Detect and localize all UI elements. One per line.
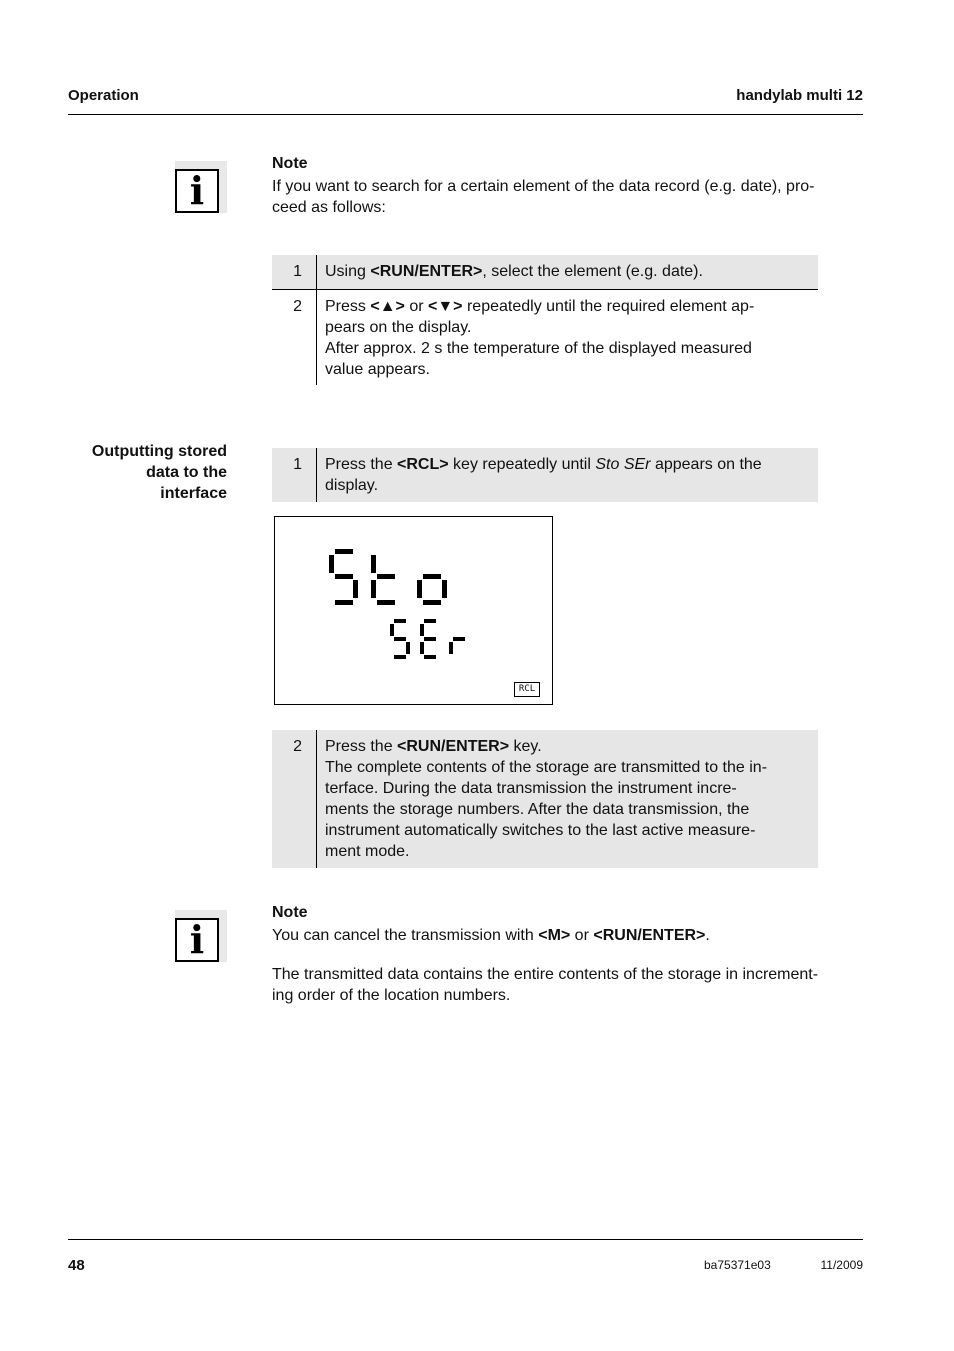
step-divider: [316, 290, 317, 385]
text: key.: [509, 738, 542, 755]
text: , select the element (e.g. date).: [482, 263, 703, 280]
note-text-line: If you want to search for a certain element of the data record (e.g. date), pro-: [272, 178, 815, 195]
step-text: [325, 296, 810, 380]
step-line: [325, 736, 810, 757]
page-number: 48: [68, 1257, 85, 1274]
header-rule: [68, 114, 863, 115]
running-header-section: Operation: [68, 87, 139, 104]
key-name: <M>: [538, 927, 571, 944]
note-info-box: [175, 910, 227, 962]
note-text: [272, 176, 864, 218]
key-name: <RUN/ENTER>: [593, 927, 706, 944]
step-line: [325, 296, 810, 317]
text: Press the: [325, 738, 398, 755]
lcd-segments: [275, 517, 552, 704]
lcd-sub-text: [390, 619, 465, 659]
text: key repeatedly until: [448, 456, 596, 473]
step-line: terface. During the data transmission the instrument incre-: [325, 780, 737, 797]
step-line: ment mode.: [325, 843, 410, 860]
note-text-line: ceed as follows:: [272, 199, 386, 216]
step-number: 1: [293, 456, 302, 473]
rcl-indicator: RCL: [514, 682, 540, 697]
display-text-ref: Sto SEr: [595, 456, 651, 473]
step-number: 2: [293, 738, 302, 755]
step-divider: [316, 448, 317, 502]
section-label-line: Outputting stored: [91, 443, 227, 460]
step-divider: [316, 730, 317, 868]
step-row: [272, 448, 818, 502]
document-number: ba75371e03: [704, 1258, 771, 1272]
step-row: [272, 255, 818, 289]
step-text: [325, 454, 810, 496]
text: Press the: [325, 456, 398, 473]
info-icon: i: [189, 168, 205, 213]
step-number: 2: [293, 298, 302, 315]
text: repeatedly until the required element ap-: [462, 298, 755, 315]
note-title: Note: [272, 904, 308, 921]
running-header-product: handylab multi 12: [736, 87, 863, 104]
key-name: <▼>: [428, 298, 463, 315]
step-line: value appears.: [325, 361, 430, 378]
lcd-main-text: [329, 549, 447, 605]
key-name: <RCL>: [397, 456, 449, 473]
text: You can cancel the transmission with: [272, 927, 539, 944]
step-line: ments the storage numbers. After the data transmission, the: [325, 801, 750, 818]
note-text-line: The transmitted data contains the entire contents of the storage in increment-: [272, 966, 819, 983]
step-line: After approx. 2 s the temperature of the displayed measured: [325, 340, 752, 357]
note-text-line: [272, 925, 864, 946]
step-number: 1: [293, 263, 302, 280]
section-label: [60, 441, 227, 504]
note-info-box: [175, 161, 227, 213]
step-line: display.: [325, 477, 379, 494]
step-line: pears on the display.: [325, 319, 472, 336]
text: appears on the: [650, 456, 762, 473]
step-line: The complete contents of the storage are transmitted to the in-: [325, 759, 768, 776]
key-name: <▲>: [370, 298, 405, 315]
text: or: [570, 927, 594, 944]
step-line: instrument automatically switches to the last active measure-: [325, 822, 756, 839]
text: Press: [325, 298, 371, 315]
note-title: Note: [272, 155, 308, 172]
step-row: [272, 290, 818, 385]
step-line: [325, 454, 810, 475]
document-date: 11/2009: [820, 1258, 863, 1272]
text: .: [705, 927, 710, 944]
info-icon: i: [189, 917, 205, 962]
step-text: [325, 736, 810, 862]
section-label-line: data to the: [146, 464, 227, 481]
key-name: <RUN/ENTER>: [397, 738, 510, 755]
step-divider: [316, 255, 317, 289]
paragraph-gap: [272, 946, 864, 964]
text: or: [404, 298, 428, 315]
footer-rule: [68, 1239, 863, 1240]
step-row: [272, 730, 818, 868]
note-text-line: ing order of the location numbers.: [272, 987, 511, 1004]
text: Using: [325, 263, 371, 280]
note-text: [272, 925, 864, 1006]
section-label-line: interface: [160, 485, 227, 502]
lcd-display: [274, 516, 553, 705]
step-text: [325, 261, 810, 282]
key-name: <RUN/ENTER>: [370, 263, 483, 280]
